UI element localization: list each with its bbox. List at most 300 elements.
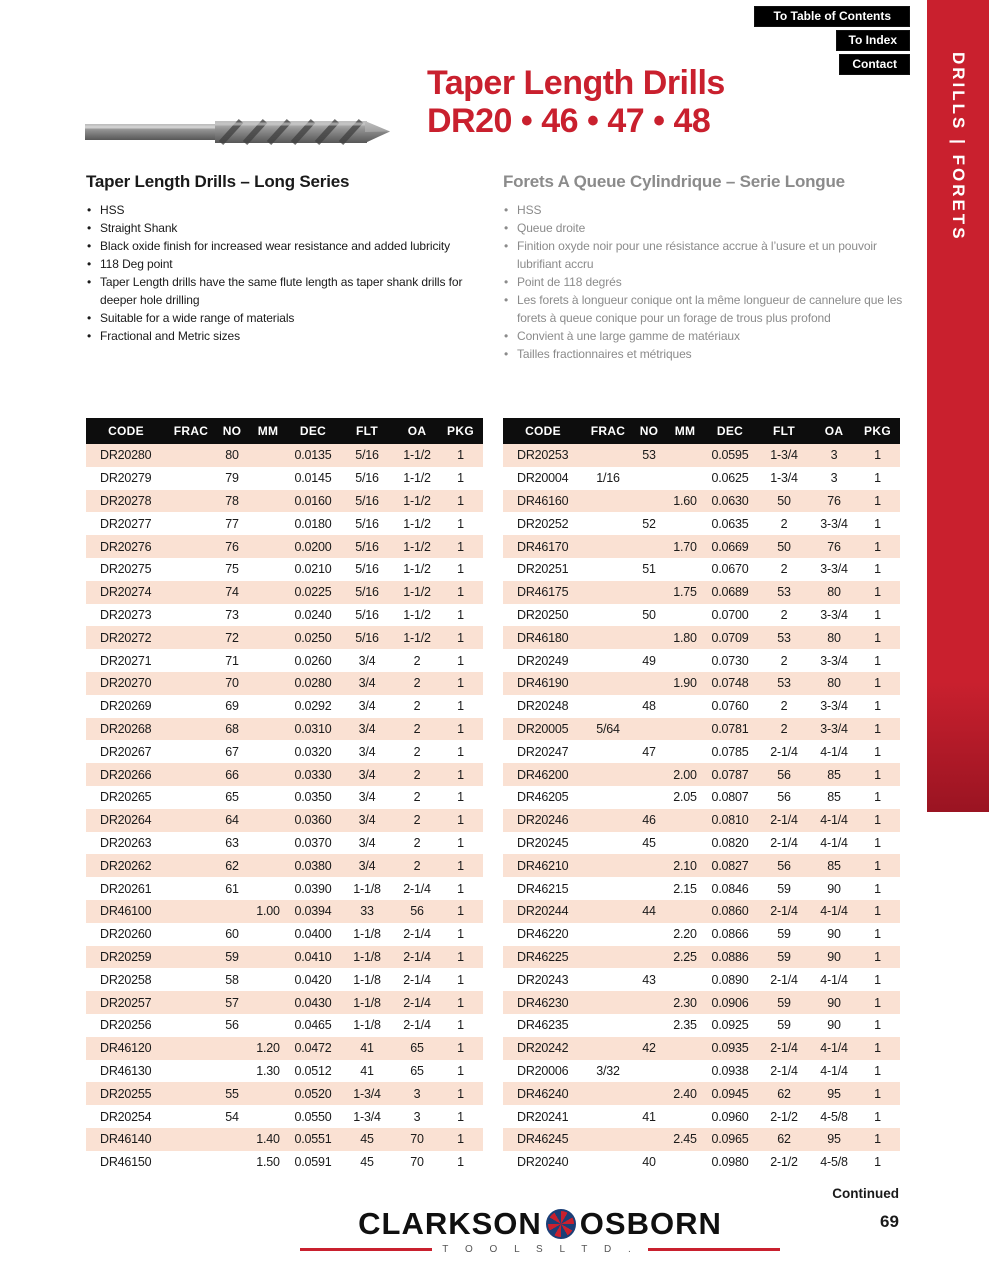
cell-oa: 2-1/4 bbox=[396, 877, 438, 900]
cell-mm bbox=[248, 626, 288, 649]
cell-dec: 0.0709 bbox=[705, 626, 755, 649]
cell-mm: 2.10 bbox=[665, 854, 705, 877]
cell-oa: 2-1/4 bbox=[396, 946, 438, 969]
cell-code: DR20258 bbox=[86, 968, 166, 991]
cell-no: 41 bbox=[633, 1105, 665, 1128]
cell-no: 63 bbox=[216, 832, 248, 855]
cell-dec: 0.0400 bbox=[288, 923, 338, 946]
section-side-tab bbox=[927, 0, 989, 812]
table-row bbox=[503, 1128, 900, 1151]
cell-no: 52 bbox=[633, 512, 665, 535]
cell-pkg: 1 bbox=[855, 626, 900, 649]
cell-flt: 2-1/4 bbox=[755, 968, 813, 991]
cell-frac bbox=[583, 923, 633, 946]
cell-dec: 0.0350 bbox=[288, 786, 338, 809]
nav-table-of-contents[interactable]: To Table of Contents bbox=[754, 6, 910, 27]
cell-code: DR20251 bbox=[503, 558, 583, 581]
cell-flt: 62 bbox=[755, 1128, 813, 1151]
cell-mm: 2.35 bbox=[665, 1014, 705, 1037]
cell-code: DR20265 bbox=[86, 786, 166, 809]
cell-no bbox=[633, 467, 665, 490]
cell-pkg: 1 bbox=[855, 1014, 900, 1037]
cell-mm: 1.40 bbox=[248, 1128, 288, 1151]
cell-frac bbox=[583, 1105, 633, 1128]
cell-frac bbox=[583, 649, 633, 672]
cell-frac bbox=[583, 672, 633, 695]
cell-frac bbox=[583, 1082, 633, 1105]
cell-frac: 3/32 bbox=[583, 1060, 633, 1083]
cell-oa: 3-3/4 bbox=[813, 604, 855, 627]
cell-oa: 4-5/8 bbox=[813, 1151, 855, 1174]
cell-flt: 2 bbox=[755, 649, 813, 672]
cell-frac bbox=[166, 946, 216, 969]
cell-dec: 0.0380 bbox=[288, 854, 338, 877]
cell-dec: 0.0689 bbox=[705, 581, 755, 604]
cell-mm bbox=[248, 535, 288, 558]
cell-flt: 59 bbox=[755, 923, 813, 946]
cell-mm: 1.00 bbox=[248, 900, 288, 923]
cell-dec: 0.0635 bbox=[705, 512, 755, 535]
cell-frac bbox=[166, 718, 216, 741]
cell-pkg: 1 bbox=[855, 535, 900, 558]
cell-mm: 2.15 bbox=[665, 877, 705, 900]
cell-no bbox=[633, 1082, 665, 1105]
cell-flt: 2 bbox=[755, 718, 813, 741]
cell-code: DR20257 bbox=[86, 991, 166, 1014]
cell-oa: 4-1/4 bbox=[813, 1060, 855, 1083]
cell-mm bbox=[248, 1082, 288, 1105]
table-row bbox=[503, 877, 900, 900]
cell-dec: 0.0591 bbox=[288, 1151, 338, 1174]
cell-code: DR20246 bbox=[503, 809, 583, 832]
cell-code: DR20242 bbox=[503, 1037, 583, 1060]
table-row bbox=[86, 695, 483, 718]
column-header-oa: OA bbox=[813, 418, 855, 444]
table-row bbox=[503, 581, 900, 604]
cell-flt: 45 bbox=[338, 1151, 396, 1174]
cell-code: DR46215 bbox=[503, 877, 583, 900]
cell-dec: 0.0810 bbox=[705, 809, 755, 832]
cell-no: 71 bbox=[216, 649, 248, 672]
cell-dec: 0.0820 bbox=[705, 832, 755, 855]
cell-pkg: 1 bbox=[438, 695, 483, 718]
cell-pkg: 1 bbox=[438, 718, 483, 741]
cell-oa: 1-1/2 bbox=[396, 512, 438, 535]
cell-flt: 3/4 bbox=[338, 809, 396, 832]
cell-code: DR20244 bbox=[503, 900, 583, 923]
cell-no: 49 bbox=[633, 649, 665, 672]
cell-dec: 0.0512 bbox=[288, 1060, 338, 1083]
cell-mm bbox=[248, 649, 288, 672]
cell-no: 79 bbox=[216, 467, 248, 490]
cell-frac bbox=[166, 1082, 216, 1105]
cell-mm bbox=[248, 695, 288, 718]
cell-pkg: 1 bbox=[438, 1037, 483, 1060]
cell-pkg: 1 bbox=[855, 1151, 900, 1174]
table-row bbox=[503, 832, 900, 855]
cell-oa: 4-1/4 bbox=[813, 1037, 855, 1060]
cell-pkg: 1 bbox=[855, 991, 900, 1014]
cell-no: 57 bbox=[216, 991, 248, 1014]
cell-pkg: 1 bbox=[438, 968, 483, 991]
cell-frac bbox=[166, 672, 216, 695]
cell-dec: 0.0980 bbox=[705, 1151, 755, 1174]
cell-mm bbox=[248, 809, 288, 832]
cell-dec: 0.0945 bbox=[705, 1082, 755, 1105]
cell-pkg: 1 bbox=[438, 991, 483, 1014]
cell-mm bbox=[665, 809, 705, 832]
cell-no: 73 bbox=[216, 604, 248, 627]
table-row bbox=[86, 649, 483, 672]
cell-frac: 1/16 bbox=[583, 467, 633, 490]
cell-pkg: 1 bbox=[855, 877, 900, 900]
cell-mm: 2.25 bbox=[665, 946, 705, 969]
cell-pkg: 1 bbox=[855, 512, 900, 535]
table-row bbox=[86, 467, 483, 490]
cell-frac bbox=[166, 581, 216, 604]
cell-oa: 2 bbox=[396, 695, 438, 718]
table-row bbox=[503, 923, 900, 946]
cell-frac bbox=[583, 900, 633, 923]
cell-pkg: 1 bbox=[855, 1128, 900, 1151]
cell-flt: 2-1/4 bbox=[755, 809, 813, 832]
table-row bbox=[86, 1105, 483, 1128]
cell-flt: 56 bbox=[755, 786, 813, 809]
cell-no: 45 bbox=[633, 832, 665, 855]
column-header-frac: FRAC bbox=[166, 418, 216, 444]
cell-oa: 80 bbox=[813, 626, 855, 649]
cell-flt: 45 bbox=[338, 1128, 396, 1151]
cell-flt: 41 bbox=[338, 1060, 396, 1083]
cell-code: DR20272 bbox=[86, 626, 166, 649]
cell-mm: 1.70 bbox=[665, 535, 705, 558]
cell-frac bbox=[583, 444, 633, 467]
cell-mm bbox=[665, 740, 705, 763]
cell-code: DR20264 bbox=[86, 809, 166, 832]
cell-oa: 2 bbox=[396, 718, 438, 741]
cell-dec: 0.0370 bbox=[288, 832, 338, 855]
cell-mm bbox=[665, 695, 705, 718]
english-bullet-list bbox=[86, 201, 486, 345]
cell-mm: 2.30 bbox=[665, 991, 705, 1014]
cell-flt: 62 bbox=[755, 1082, 813, 1105]
cell-frac: 5/64 bbox=[583, 718, 633, 741]
cell-flt: 53 bbox=[755, 672, 813, 695]
table-header-row bbox=[503, 418, 900, 444]
cell-no: 75 bbox=[216, 558, 248, 581]
cell-mm bbox=[248, 490, 288, 513]
cell-dec: 0.0310 bbox=[288, 718, 338, 741]
cell-oa: 76 bbox=[813, 535, 855, 558]
cell-pkg: 1 bbox=[855, 832, 900, 855]
table-row bbox=[503, 626, 900, 649]
cell-no: 60 bbox=[216, 923, 248, 946]
cell-dec: 0.0135 bbox=[288, 444, 338, 467]
cell-pkg: 1 bbox=[855, 444, 900, 467]
cell-flt: 3/4 bbox=[338, 740, 396, 763]
cell-flt: 1-3/4 bbox=[338, 1105, 396, 1128]
cell-dec: 0.0180 bbox=[288, 512, 338, 535]
cell-flt: 1-1/8 bbox=[338, 968, 396, 991]
table-row bbox=[503, 763, 900, 786]
table-row bbox=[503, 854, 900, 877]
cell-frac bbox=[583, 809, 633, 832]
cell-mm: 1.90 bbox=[665, 672, 705, 695]
cell-frac bbox=[166, 695, 216, 718]
table-row bbox=[503, 695, 900, 718]
cell-mm: 2.40 bbox=[665, 1082, 705, 1105]
column-header-frac: FRAC bbox=[583, 418, 633, 444]
table-row bbox=[86, 946, 483, 969]
cell-code: DR20005 bbox=[503, 718, 583, 741]
cell-pkg: 1 bbox=[855, 763, 900, 786]
cell-code: DR46140 bbox=[86, 1128, 166, 1151]
cell-oa: 1-1/2 bbox=[396, 535, 438, 558]
cell-mm bbox=[248, 923, 288, 946]
cell-pkg: 1 bbox=[855, 1037, 900, 1060]
bullet-item: • Black oxide finish for increased wear resistance and added lubricity bbox=[86, 237, 486, 255]
cell-frac bbox=[166, 558, 216, 581]
cell-dec: 0.0145 bbox=[288, 467, 338, 490]
cell-no bbox=[216, 900, 248, 923]
cell-no bbox=[633, 1014, 665, 1037]
cell-code: DR20245 bbox=[503, 832, 583, 855]
cell-oa: 95 bbox=[813, 1128, 855, 1151]
cell-frac bbox=[166, 1060, 216, 1083]
cell-dec: 0.0846 bbox=[705, 877, 755, 900]
table-header-row bbox=[86, 418, 483, 444]
cell-dec: 0.0785 bbox=[705, 740, 755, 763]
cell-pkg: 1 bbox=[438, 1082, 483, 1105]
cell-pkg: 1 bbox=[438, 444, 483, 467]
column-header-code: CODE bbox=[503, 418, 583, 444]
cell-dec: 0.0866 bbox=[705, 923, 755, 946]
nav-index[interactable]: To Index bbox=[836, 30, 910, 51]
cell-frac bbox=[583, 740, 633, 763]
cell-oa: 4-1/4 bbox=[813, 968, 855, 991]
bullet-item: • Fractional and Metric sizes bbox=[86, 327, 486, 345]
nav-contact[interactable]: Contact bbox=[839, 54, 910, 75]
cell-code: DR20277 bbox=[86, 512, 166, 535]
cell-flt: 2 bbox=[755, 604, 813, 627]
page-title-line2: DR20 • 46 • 47 • 48 bbox=[427, 102, 711, 141]
cell-code: DR46225 bbox=[503, 946, 583, 969]
table-row bbox=[86, 718, 483, 741]
cell-frac bbox=[166, 877, 216, 900]
cell-dec: 0.0787 bbox=[705, 763, 755, 786]
cell-frac bbox=[166, 1014, 216, 1037]
table-row bbox=[503, 786, 900, 809]
cell-no bbox=[633, 626, 665, 649]
cell-code: DR20261 bbox=[86, 877, 166, 900]
cell-frac bbox=[166, 1105, 216, 1128]
cell-frac bbox=[583, 1037, 633, 1060]
bullet-item: • Les forets à longueur conique ont la même longueur de cannelure que les forets à queue conique pour un forage de trous plus profond bbox=[503, 291, 903, 327]
cell-oa: 65 bbox=[396, 1037, 438, 1060]
cell-flt: 59 bbox=[755, 991, 813, 1014]
cell-flt: 3/4 bbox=[338, 649, 396, 672]
table-row bbox=[86, 786, 483, 809]
french-description bbox=[503, 172, 903, 363]
table-row bbox=[503, 1014, 900, 1037]
cell-flt: 1-3/4 bbox=[755, 444, 813, 467]
cell-oa: 2 bbox=[396, 854, 438, 877]
cell-pkg: 1 bbox=[855, 786, 900, 809]
drill-table-right bbox=[503, 418, 900, 1174]
cell-dec: 0.0260 bbox=[288, 649, 338, 672]
table-row bbox=[503, 672, 900, 695]
table-row bbox=[503, 604, 900, 627]
cell-dec: 0.0965 bbox=[705, 1128, 755, 1151]
cell-mm bbox=[248, 581, 288, 604]
cell-frac bbox=[166, 604, 216, 627]
cell-mm: 1.60 bbox=[665, 490, 705, 513]
brand-emblem-icon bbox=[546, 1209, 576, 1239]
cell-pkg: 1 bbox=[438, 854, 483, 877]
cell-no: 54 bbox=[216, 1105, 248, 1128]
english-heading: Taper Length Drills – Long Series bbox=[86, 172, 350, 191]
cell-dec: 0.0430 bbox=[288, 991, 338, 1014]
table-row bbox=[503, 946, 900, 969]
cell-oa: 4-1/4 bbox=[813, 900, 855, 923]
cell-flt: 3/4 bbox=[338, 763, 396, 786]
cell-pkg: 1 bbox=[855, 467, 900, 490]
cell-mm: 1.75 bbox=[665, 581, 705, 604]
cell-mm bbox=[665, 1037, 705, 1060]
cell-frac bbox=[166, 444, 216, 467]
cell-no: 72 bbox=[216, 626, 248, 649]
cell-flt: 1-3/4 bbox=[755, 467, 813, 490]
cell-code: DR46205 bbox=[503, 786, 583, 809]
table-row bbox=[503, 467, 900, 490]
cell-code: DR20249 bbox=[503, 649, 583, 672]
cell-pkg: 1 bbox=[855, 604, 900, 627]
cell-frac bbox=[166, 490, 216, 513]
cell-dec: 0.0472 bbox=[288, 1037, 338, 1060]
cell-pkg: 1 bbox=[855, 718, 900, 741]
cell-no: 76 bbox=[216, 535, 248, 558]
cell-oa: 1-1/2 bbox=[396, 626, 438, 649]
bullet-item: • Queue droite bbox=[503, 219, 903, 237]
cell-no: 46 bbox=[633, 809, 665, 832]
cell-mm: 2.20 bbox=[665, 923, 705, 946]
drill-table-left bbox=[86, 418, 483, 1174]
table-row bbox=[86, 490, 483, 513]
cell-code: DR20259 bbox=[86, 946, 166, 969]
cell-dec: 0.0210 bbox=[288, 558, 338, 581]
cell-flt: 2 bbox=[755, 512, 813, 535]
cell-code: DR20255 bbox=[86, 1082, 166, 1105]
cell-pkg: 1 bbox=[438, 809, 483, 832]
cell-mm bbox=[248, 832, 288, 855]
cell-mm bbox=[248, 444, 288, 467]
cell-no: 48 bbox=[633, 695, 665, 718]
cell-frac bbox=[166, 900, 216, 923]
cell-code: DR46170 bbox=[503, 535, 583, 558]
cell-dec: 0.0420 bbox=[288, 968, 338, 991]
cell-frac bbox=[583, 604, 633, 627]
cell-dec: 0.0160 bbox=[288, 490, 338, 513]
cell-code: DR20256 bbox=[86, 1014, 166, 1037]
table-row bbox=[503, 1151, 900, 1174]
cell-mm bbox=[248, 467, 288, 490]
cell-flt: 5/16 bbox=[338, 604, 396, 627]
cell-no: 40 bbox=[633, 1151, 665, 1174]
cell-pkg: 1 bbox=[438, 490, 483, 513]
cell-code: DR20276 bbox=[86, 535, 166, 558]
drill-bit-illustration bbox=[85, 110, 390, 154]
cell-pkg: 1 bbox=[855, 809, 900, 832]
cell-dec: 0.0669 bbox=[705, 535, 755, 558]
cell-pkg: 1 bbox=[438, 467, 483, 490]
cell-dec: 0.0886 bbox=[705, 946, 755, 969]
table-row bbox=[503, 558, 900, 581]
cell-flt: 56 bbox=[755, 854, 813, 877]
cell-oa: 90 bbox=[813, 923, 855, 946]
cell-frac bbox=[166, 512, 216, 535]
cell-frac bbox=[166, 968, 216, 991]
table-row bbox=[86, 877, 483, 900]
table-row bbox=[86, 604, 483, 627]
cell-frac bbox=[166, 1151, 216, 1174]
cell-frac bbox=[166, 626, 216, 649]
cell-mm: 2.45 bbox=[665, 1128, 705, 1151]
cell-dec: 0.0860 bbox=[705, 900, 755, 923]
cell-oa: 2 bbox=[396, 672, 438, 695]
cell-dec: 0.0960 bbox=[705, 1105, 755, 1128]
cell-flt: 5/16 bbox=[338, 444, 396, 467]
cell-oa: 85 bbox=[813, 786, 855, 809]
cell-no: 64 bbox=[216, 809, 248, 832]
cell-oa: 56 bbox=[396, 900, 438, 923]
cell-mm bbox=[248, 718, 288, 741]
cell-code: DR20240 bbox=[503, 1151, 583, 1174]
cell-dec: 0.0670 bbox=[705, 558, 755, 581]
cell-pkg: 1 bbox=[855, 490, 900, 513]
cell-frac bbox=[583, 535, 633, 558]
table-row bbox=[503, 809, 900, 832]
cell-mm bbox=[248, 1105, 288, 1128]
cell-oa: 95 bbox=[813, 1082, 855, 1105]
cell-flt: 5/16 bbox=[338, 535, 396, 558]
english-description bbox=[86, 172, 486, 345]
brand-subtitle: T O O L S L T D . bbox=[442, 1244, 638, 1255]
cell-code: DR46130 bbox=[86, 1060, 166, 1083]
cell-frac bbox=[166, 854, 216, 877]
cell-oa: 85 bbox=[813, 763, 855, 786]
cell-frac bbox=[583, 512, 633, 535]
cell-dec: 0.0625 bbox=[705, 467, 755, 490]
cell-oa: 90 bbox=[813, 1014, 855, 1037]
cell-flt: 2-1/2 bbox=[755, 1105, 813, 1128]
cell-mm bbox=[248, 786, 288, 809]
cell-mm bbox=[248, 968, 288, 991]
cell-oa: 2 bbox=[396, 832, 438, 855]
cell-oa: 70 bbox=[396, 1128, 438, 1151]
bullet-item: • HSS bbox=[503, 201, 903, 219]
cell-pkg: 1 bbox=[438, 763, 483, 786]
cell-oa: 2 bbox=[396, 786, 438, 809]
cell-flt: 3/4 bbox=[338, 718, 396, 741]
cell-code: DR20252 bbox=[503, 512, 583, 535]
cell-frac bbox=[166, 923, 216, 946]
cell-pkg: 1 bbox=[438, 649, 483, 672]
cell-mm bbox=[248, 558, 288, 581]
cell-dec: 0.0320 bbox=[288, 740, 338, 763]
cell-dec: 0.0465 bbox=[288, 1014, 338, 1037]
cell-flt: 56 bbox=[755, 763, 813, 786]
cell-flt: 53 bbox=[755, 626, 813, 649]
